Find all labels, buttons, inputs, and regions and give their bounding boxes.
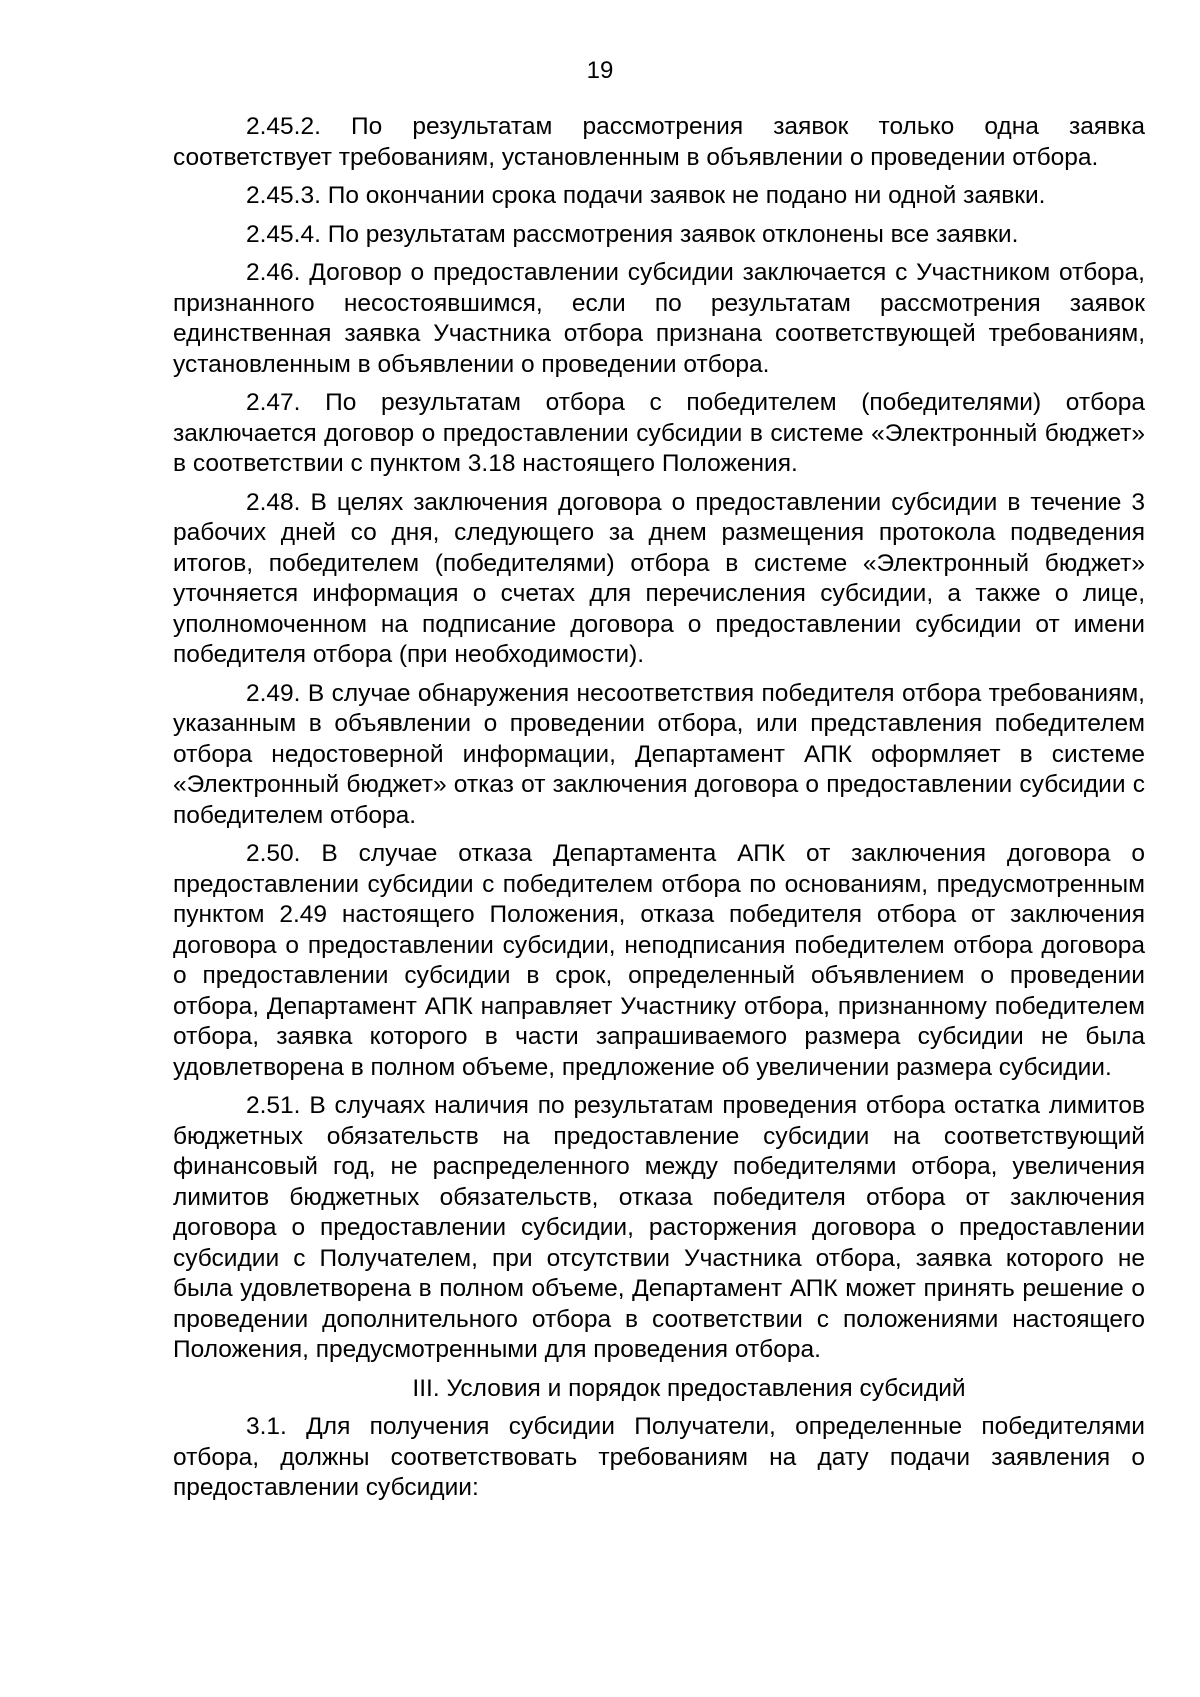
paragraph-2-45-4: 2.45.4. По результатам рассмотрения заявок отклонены все заявки.	[246, 220, 1019, 248]
section-heading: III. Условия и порядок предоставления субсидий	[412, 1374, 966, 1402]
paragraph-2-46: 2.46. Договор о предоставлении субсидии заключается с Участником отбора, признанного несостоявшимся, если по результатам рассмотрения заявок единственная заявка Участника отбора признана соответствующей требованиям, установленным в объявлении о проведении отбора.	[173, 259, 1145, 378]
paragraph-2-50: 2.50. В случае отказа Департамента АПК от заключения договора о предоставлении субсидии с победителем отбора по основаниям, предусмотренным пунктом 2.49 настоящего Положения, отказа победителя отбора от заключения договора о предоставлении субсидии, неподписания победителем отбора договора о предоставлении субсидии в срок, определенный объявлением о проведении отбора, Департамент АПК направляет Участнику отбора, признанному победителем отбора, заявка которого в части запрашиваемого размера субсидии не была удовлетворена в полном объеме, предложение об увеличении размера субсидии.	[173, 840, 1145, 1081]
paragraph-2-47: 2.47. По результатам отбора с победителем (победителями) отбора заключается договор о предоставлении субсидии в системе «Электронный бюджет» в соответствии с пунктом 3.18 настоящего Положения.	[173, 389, 1145, 477]
paragraph-3-1: 3.1. Для получения субсидии Получатели, определенные победителями отбора, должны соответствовать требованиям на дату подачи заявления о предоставлении субсидии:	[173, 1413, 1145, 1501]
paragraph-2-49: 2.49. В случае обнаружения несоответствия победителя отбора требованиям, указанным в объявлении о проведении отбора, или представления победителем отбора недостоверной информации, Департамент АПК оформляет в системе «Электронный бюджет» отказ от заключения договора о предоставлении субсидии с победителем отбора.	[173, 679, 1145, 829]
page-number: 19	[586, 57, 614, 84]
paragraph-2-45-3: 2.45.3. По окончании срока подачи заявок не подано ни одной заявки.	[246, 182, 1046, 209]
document-body	[173, 112, 1145, 1512]
paragraph-2-45-2: 2.45.2. По результатам рассмотрения заявок только одна заявка соответствует требованиям, установленным в объявлении о проведении отбора.	[173, 113, 1145, 171]
paragraph-2-48: 2.48. В целях заключения договора о предоставлении субсидии в течение 3 рабочих дней со дня, следующего за днем размещения протокола подведения итогов, победителем (победителями) отбора в системе «Электронный бюджет» уточняется информация о счетах для перечисления субсидии, а также о лице, уполномоченном на подписание договора о предоставлении субсидии от имени победителя отбора (при необходимости).	[173, 488, 1145, 668]
paragraph-2-51: 2.51. В случаях наличия по результатам проведения отбора остатка лимитов бюджетных обязательств на предоставление субсидии на соответствующий финансовый год, не распределенного между победителями отбора, увеличения лимитов бюджетных обязательств, отказа победителя отбора от заключения договора о предоставлении субсидии, расторжения договора о предоставлении субсидии с Получателем, при отсутствии Участника отбора, заявка которого не была удовлетворена в полном объеме, Департамент АПК может принять решение о проведении дополнительного отбора в соответствии с положениями настоящего Положения, предусмотренными для проведения отбора.	[173, 1092, 1145, 1363]
